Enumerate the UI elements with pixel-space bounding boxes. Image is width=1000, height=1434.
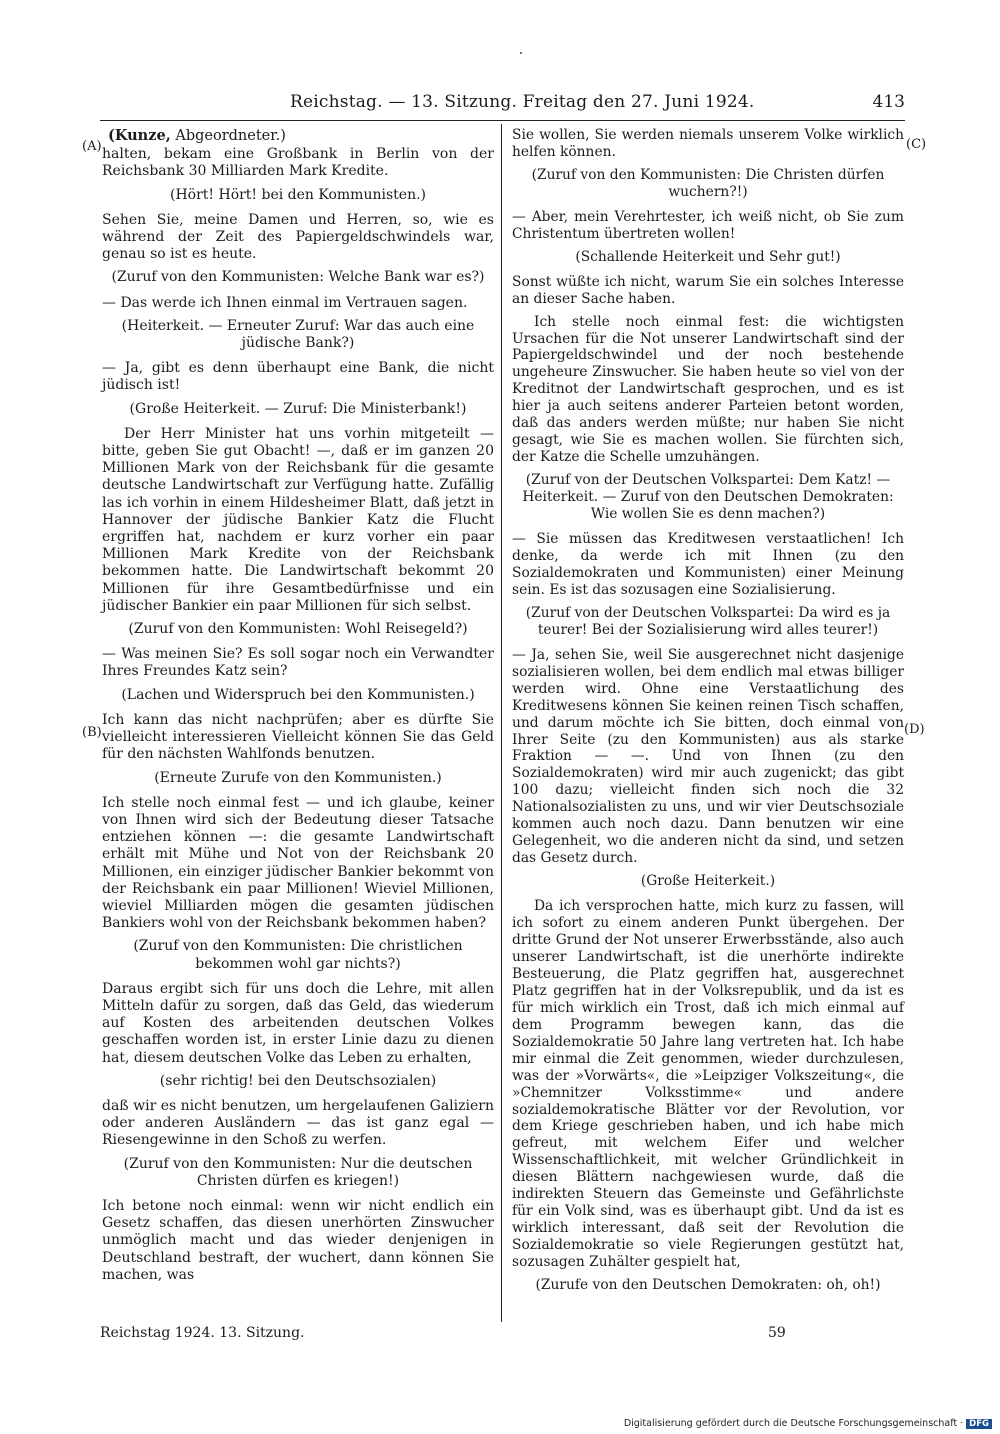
margin-mark-b: (B): [82, 725, 102, 740]
interjection: (Heiterkeit. — Erneuter Zuruf: War das auch eine jüdische Bank?): [121, 317, 475, 352]
interjection: (Zuruf von den Kommunisten: Welche Bank war es?): [111, 269, 485, 286]
paragraph: Daraus ergibt sich für uns doch die Lehre, mit allen Mitteln dafür zu sorgen, daß das Geld, das wiederum auf Kosten des arbeitenden deutschen Volkes geschaffen worden ist, in erster Linie dazu zu dienen hat, diesem deutschen Volke das Leben zu erhalten,: [102, 980, 494, 1066]
interjection: (Große Heiterkeit. — Zuruf: Die Ministerbank!): [129, 400, 467, 417]
paragraph: Ich stelle noch einmal fest: die wichtigsten Ursachen für die Not unserer Landwirtschaft sind der Papiergeldschwindel und der noch bestehende ungeheure Zinswucher. Sie haben heute so viel von der Kreditnot der Landwirtschaft gesprochen, und es ist hier ja auch seitens anderer Parteien betont worden, daß das anders werden müßte; nur haben Sie nicht gesagt, wie Sie es machen wollen. Sie fürchten sich, der Katze die Schelle umzuhängen.: [512, 313, 904, 466]
interjection: (sehr richtig! bei den Deutschsozialen): [159, 1072, 437, 1089]
interjection: (Schallende Heiterkeit und Sehr gut!): [575, 248, 841, 265]
paragraph: Ich kann das nicht nachprüfen; aber es dürfte Sie vielleicht interessieren Vielleicht können Sie das Geld für den nächsten Wahlfonds benutzen.: [102, 711, 494, 763]
scan-speck: [520, 52, 522, 54]
speaker-name: (Kunze,: [108, 127, 171, 144]
footer-left: Reichstag 1924. 13. Sitzung.: [100, 1325, 305, 1341]
margin-mark-c: (C): [906, 137, 927, 152]
interjection: (Zuruf von den Kommunisten: Die Christen dürfen wuchern?!): [531, 166, 885, 200]
interjection: (Zuruf von den Kommunisten: Nur die deutschen Christen dürfen es kriegen!): [123, 1155, 473, 1189]
dfg-note: Digitalisierung gefördert durch die Deutsche Forschungsgemeinschaft ·: [623, 1418, 964, 1429]
paragraph: Sonst wüßte ich nicht, warum Sie ein solches Interesse an dieser Sache haben.: [512, 273, 904, 307]
speaker-role: Abgeordneter.): [175, 128, 286, 144]
paragraph: — Ja, gibt es denn überhaupt eine Bank, die nicht jüdisch ist!: [102, 360, 494, 394]
paragraph: — Aber, mein Verehrtester, ich weiß nicht, ob Sie zum Christentum übertreten wollen!: [512, 208, 904, 242]
paragraph: Sehen Sie, meine Damen und Herren, so, wie es während der Zeit des Papiergeldschwindels war, genau so ist es heute.: [102, 211, 494, 263]
right-column: [512, 127, 904, 1302]
page-number: 413: [872, 92, 905, 112]
margin-mark-d: (D): [904, 722, 925, 737]
sheet-signature: 59: [768, 1325, 786, 1341]
interjection: (Zuruf von den Kommunisten: Die christlichen bekommen wohl gar nichts?): [133, 938, 463, 972]
paragraph: Der Herr Minister hat uns vorhin mitgeteilt — bitte, geben Sie gut Obacht! —, daß er im ganzen 20 Millionen Mark von der Reichsbank für die gesamte deutsche Landwirtschaft zur Verfügung hatte. Zufällig las ich vorhin in einem Hildesheimer Blatt, daß jetzt in Hannover der jüdische Bankier Katz die Flucht ergriffen hat, nachdem er kurz vorher ein paar Millionen Mark Kredite von der Reichsbank bekommen hatte. Die Landwirtschaft bekommt 20 Millionen für ihre Gesamtbedürfnisse und ein jüdischer Bankier ein paar Millionen für sich selbst.: [102, 425, 494, 614]
speaker-line: [108, 127, 494, 145]
interjection: (Zuruf von der Deutschen Volkspartei: Dem Katz! — Heiterkeit. — Zuruf von den Deutschen Demokraten: Wie wollen Sie es denn machen?): [522, 472, 894, 523]
margin-mark-a: (A): [82, 139, 102, 154]
interjection: (Zuruf von den Kommunisten: Wohl Reisegeld?): [128, 621, 468, 638]
interjection: (Zuruf von der Deutschen Volkspartei: Da wird es ja teurer! Bei der Sozialisierung wird alles teurer!): [525, 604, 891, 638]
paragraph: Ich betone noch einmal: wenn wir nicht endlich ein Gesetz schaffen, das diesen unerhörten Zinswucher unmöglich macht und das wieder denjenigen in Deutschland bestraft, der wuchert, dann können Sie machen, was: [102, 1197, 494, 1283]
interjection: (Zurufe von den Deutschen Demokraten: oh, oh!): [535, 1277, 881, 1294]
digitization-credit: [624, 1418, 992, 1429]
paragraph: Ich stelle noch einmal fest — und ich glaube, keiner von Ihnen wird sich der Bedeutung dieser Tatsache entziehen können —: die gesamte Landwirtschaft erhält mit Mühe und Not von der Reichsbank 20 Millionen, ein einziger jüdischer Bankier bekommt von der Reichsbank ein paar Millionen! Wieviel Millionen, wieviel Milliarden mögen die gesamten jüdischen Bankiers wohl von der Reichsbank bekommen haben?: [102, 794, 494, 932]
paragraph: — Sie müssen das Kreditwesen verstaatlichen! Ich denke, da werde ich mit Ihnen (zu den Sozialdemokraten und Kommunisten) einer Meinung sein. Es ist das sozusagen eine Sozialisierung.: [512, 531, 904, 598]
paragraph: halten, bekam eine Großbank in Berlin von der Reichsbank 30 Milliarden Mark Kredite.: [102, 146, 494, 180]
running-title: Reichstag. — 13. Sitzung. Freitag den 27. Juni 1924.: [290, 92, 755, 112]
paragraph: Sie wollen, Sie werden niemals unserem Volke wirklich helfen können.: [512, 127, 904, 160]
interjection: (Hört! Hört! bei den Kommunisten.): [169, 186, 426, 203]
paragraph: Da ich versprochen hatte, mich kurz zu fassen, will ich sofort zu einem anderen Punkt übergehen. Der dritte Grund der Not unserer Erwerbsstände, also auch unserer Landwirtschaft, ist die unerhörte indirekte Besteuerung, die Platz gegriffen hat, ausgerechnet Platz gegriffen hat in der Volksrepublik, und da ist es für mich wirklich ein Trost, daß ich mich einmal auf dem Programm bewegen kann, das die Sozialdemokratie 50 Jahre lang vertreten hat. Ich habe mir einmal die Zeit genommen, wieder durchzulesen, was der »Vorwärts«, die »Leipziger Volkszeitung«, die »Chemnitzer Volksstimme« und andere sozialdemokratische Blätter vor der Revolution, vor dem Kriege geschrieben haben, und ich habe mich gefreut, mit welchem Eifer und welcher Wissenschaftlichkeit, mit welcher Gründlichkeit in diesen Blättern nachgewiesen wurde, daß die indirekten Steuern das Gemeinste und Gefährlichste für ein Volk sind, was es überhaupt gibt. Und da ist es wirklich interessant, daß seit der Revolution die Sozialdemokratie so viele Regierungen gestützt hat, sozusagen Zuhälter gespielt hat,: [512, 898, 904, 1271]
interjection: (Große Heiterkeit.): [640, 873, 776, 890]
page-header: [100, 92, 905, 118]
left-column: [102, 127, 494, 1290]
column-divider: [501, 124, 502, 1322]
paragraph: — Ja, sehen Sie, weil Sie ausgerechnet nicht dasjenige sozialisieren wollen, bei dem endlich mal etwas billiger werden wird. Ohne eine Verstaatlichung des Kreditwesens können Sie keinen reinen Tisch schaffen, und darum möchte ich Sie bitten, doch einmal von Ihrer Seite (zu den Kommunisten) aus als starke Fraktion — —. Und von Ihnen (zu den Sozialdemokraten) wird mir auch zugenickt; das gibt 100 dazu; vielleicht finden sich noch die 32 Nationalsozialisten zu uns, und wir vier Deutschsoziale kommen auch noch dazu. Dann benutzen wir eine Gelegenheit, wo die anderen nicht da sind, und setzen das Gesetz durch.: [512, 646, 904, 867]
paragraph: — Das werde ich Ihnen einmal im Vertrauen sagen.: [102, 294, 468, 311]
paragraph: daß wir es nicht benutzen, um hergelaufenen Galiziern oder anderen Ausländern — das ist ganz egal — Riesengewinne in den Schoß zu werfen.: [102, 1097, 494, 1149]
header-rule: [100, 120, 905, 121]
interjection: (Erneute Zurufe von den Kommunisten.): [154, 769, 442, 786]
paragraph: — Was meinen Sie? Es soll sogar noch ein Verwandter Ihres Freundes Katz sein?: [102, 646, 494, 680]
dfg-logo: DFG: [966, 1419, 992, 1429]
interjection: (Lachen und Widerspruch bei den Kommunisten.): [121, 686, 475, 703]
